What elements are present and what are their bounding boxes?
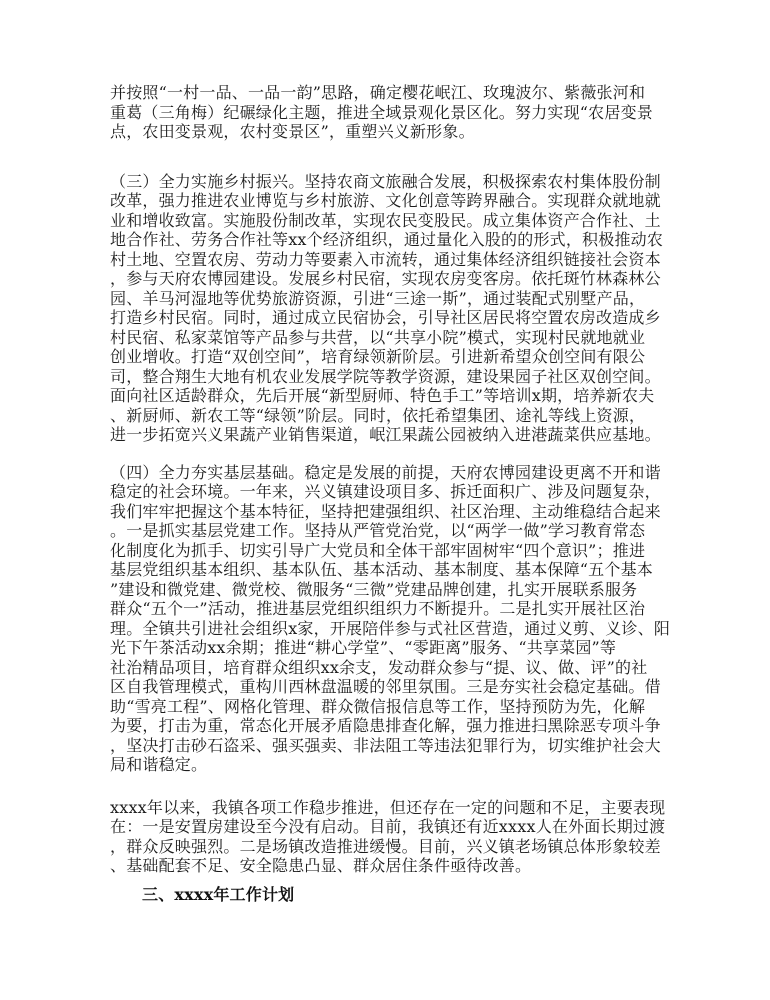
text-line: 区自我管理模式，重构川西林盘温暖的邻里氛围。三是夯实社会稳定基础。借	[110, 677, 661, 696]
document-content	[110, 83, 671, 904]
text-line: 。一是抓实基层党建工作。坚持从严管党治党，以“两学一做”学习教育常态	[110, 521, 646, 540]
paragraph	[110, 797, 666, 876]
text-line: 局和谐稳定。	[110, 755, 208, 774]
text-line: 重葛（三角梅）纪碾绿化主题，推进全域景观化景区化。努力实现“农居变景	[110, 102, 653, 122]
text-line: 助“雪亮工程”、网格化管理、群众微信报信息等工作，坚持预防为先，化解	[110, 696, 646, 716]
text-line: 园、羊马河湿地等优势旅游资源，引进“三途一斯”，通过装配式别墅产品，	[110, 288, 646, 308]
text-line: 社治精品项目，培育群众组织xx余支，发动群众参与“提、议、做、评”的社	[110, 657, 648, 677]
text-line: 面向社区适龄群众，先后开展“新型厨师、特色手工”等培训x期，培养新农夫	[110, 386, 655, 405]
text-line: 为要，打击为重，常态化开展矛盾隐患排查化解，强力推进扫黑除恶专项斗争	[110, 716, 661, 735]
text-line: 我们牢牢把握这个基本特征，坚持把建强组织、社区治理、主动维稳结合起来	[110, 501, 661, 521]
text-line: 村民宿、私家菜馆等产品参与共营，以“共享小院”模式，实现村民就地就业	[110, 327, 646, 347]
paragraph	[110, 172, 662, 445]
text-line: 改革，强力推进农业博览与乡村旅游、文化创意等跨界融合。实现群众就地就	[110, 191, 661, 210]
text-line: 、新厨师、新农工等“绿领”阶层。同时，依托希望集团、途礼等线上资源，	[110, 405, 646, 425]
text-line: （三）全力实施乡村振兴。坚持农商文旅融合发展，积极探索农村集体股份制	[110, 171, 661, 191]
text-line: ，参与天府农博园建设。发展乡村民宿，实现农房变客房。依托斑竹林森林公	[110, 269, 661, 288]
text-line: ，群众反映强烈。二是场镇改造推进缓慢。目前，兴义镇老场镇总体形象较差	[110, 836, 661, 856]
text-line: 村土地、空置农房、劳动力等要素入市流转，通过集体经济组织链接社会资本	[110, 249, 661, 269]
text-line: 、基础配套不足、安全隐患凸显、群众居住条件亟待改善。	[110, 856, 532, 875]
paragraph	[110, 83, 662, 142]
text-line: 稳定的社会环境。一年来，兴义镇建设项目多、拆迁面积广、涉及问题复杂，	[110, 482, 661, 501]
text-line: 打造乡村民宿。同时，通过成立民宿协会，引导社区居民将空置农房改造成乡	[110, 308, 661, 327]
text-line: 并按照“一村一品、一品一韵”思路，确定樱花岷江、玫瑰波尔、紫薇张河和	[110, 83, 646, 102]
text-line: 创业增收。打造“双创空间”，培育绿领新阶层。引进新希望众创空间有限公	[110, 347, 646, 366]
paragraph	[110, 462, 671, 775]
text-line: 理。全镇共引进社会组织x家，开展陪伴参与式社区营造，通过义剪、义诊、阳	[110, 618, 671, 638]
text-line: xxxx年以来，我镇各项工作稳步推进，但还存在一定的问题和不足，主要表现	[110, 797, 666, 817]
section-heading: 三、xxxx年工作计划	[142, 884, 295, 904]
text-line: 点，农田变景观，农村变景区”，重塑兴义新形象。	[110, 122, 475, 141]
text-line: 进一步拓宽兴义果蔬产业销售渠道，岷江果蔬公园被纳入进港蔬菜供应基地。	[110, 425, 661, 444]
text-line: ”建设和微党建、微党校、微服务“三微”党建品牌创建，扎实开展联系服务	[110, 579, 638, 599]
text-line: （四）全力夯实基层基础。稳定是发展的前提，天府农博园建设更离不开和谐	[110, 462, 661, 482]
text-line: 司，整合翔生大地有机农业发展学院等教学资源，建设果园子社区双创空间。	[110, 366, 661, 386]
text-line: 业和增收致富。实施股份制改革，实现农民变股民。成立集体资产合作社、土	[110, 210, 661, 230]
text-line: 群众“五个一”活动，推进基层党组织组织力不断提升。二是扎实开展社区治	[110, 599, 646, 618]
text-line: 化制度化为抓手、切实引导广大党员和全体干部牢固树牢“四个意识”；推进	[110, 540, 646, 560]
text-line: 地合作社、劳务合作社等xx个经济组织，通过量化入股的的形式，积极推动农	[110, 230, 664, 249]
text-line: 在：一是安置房建设至今没有启动。目前，我镇还有近xxxx人在外面长期过渡	[110, 817, 666, 836]
text-line: 基层党组织基本组织、基本队伍、基本活动、基本制度、基本保障“五个基本	[110, 560, 653, 579]
text-line: 光下午茶活动xx余期；推进“耕心学堂”、“零距离”服务、“共享菜园”等	[110, 638, 617, 657]
text-line: ，坚决打击砂石盗采、强买强卖、非法阻工等违法犯罪行为，切实维护社会大	[110, 735, 661, 755]
